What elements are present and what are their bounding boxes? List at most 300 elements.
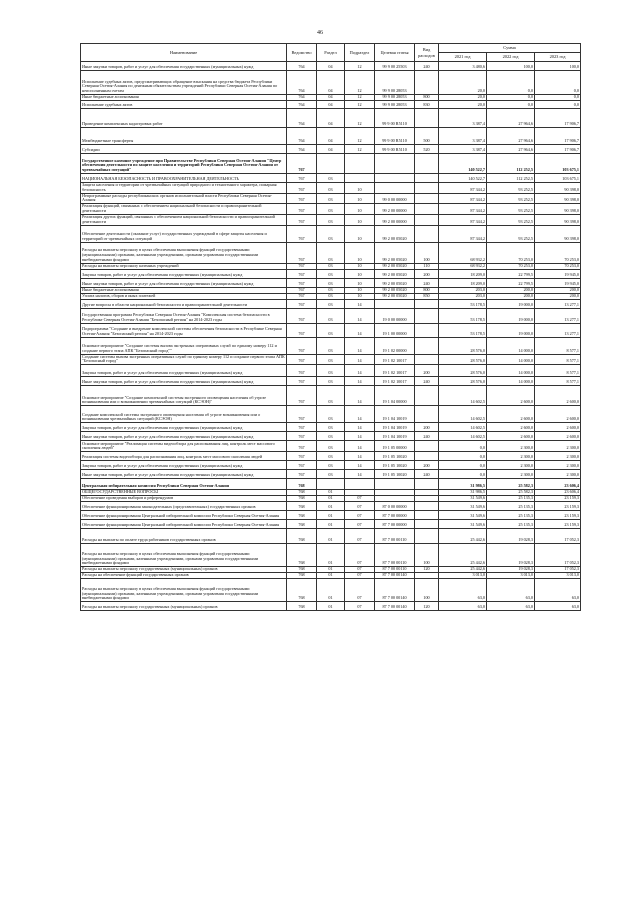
row-section: 03 [317, 406, 345, 423]
row-name: Другие вопросы в области национальной безопасности и правоохранительной деятельности [81, 299, 287, 308]
row-value-2022: 14 000,0 [487, 377, 535, 386]
row-value-2021: 140 522,7 [439, 154, 487, 174]
row-value-2021: 31 986,5 [439, 479, 487, 490]
row-value-2022: 25 135,3 [487, 520, 535, 529]
row-name: Иные закупки товаров, работ и услуг для обеспечения государственных (муниципальных) нужд [81, 278, 287, 287]
row-name: Расходы на выплаты персоналу государственных (муниципальных) органов [81, 567, 287, 573]
row-value-2023: 2 600,0 [535, 386, 581, 406]
row-value-2022: 2 600,0 [487, 406, 535, 423]
row-expense-type: 800 [415, 287, 439, 293]
table-row [81, 502, 581, 511]
row-department: 767 [287, 461, 317, 470]
row-value-2021: 18 209,0 [439, 278, 487, 287]
row-name: Межбюджетные трансферты [81, 128, 287, 145]
table-row [81, 470, 581, 479]
row-section: 03 [317, 432, 345, 441]
row-expense-type [415, 308, 439, 323]
row-expense-type: 110 [415, 263, 439, 269]
row-section: 03 [317, 204, 345, 215]
row-value-2023: 2 600,0 [535, 423, 581, 432]
row-value-2021: 28 576,0 [439, 337, 487, 354]
row-target: 19 1 04 10019 [375, 432, 415, 441]
row-department: 764 [287, 128, 317, 145]
row-value-2023: 17 906,7 [535, 109, 581, 128]
row-value-2022: 14 000,0 [487, 337, 535, 354]
row-value-2022: 0,0 [487, 95, 535, 101]
row-value-2023: 200,0 [535, 287, 581, 293]
row-expense-type [415, 479, 439, 490]
table-row [81, 377, 581, 386]
row-value-2021: 31 549,6 [439, 520, 487, 529]
table-row [81, 520, 581, 529]
row-section: 03 [317, 365, 345, 377]
row-name: Основное мероприятие "Реализация системы видеообзора для распознавания лиц, контроль мест массового скопления людей" [81, 441, 287, 452]
row-department: 767 [287, 470, 317, 479]
row-section: 03 [317, 470, 345, 479]
row-expense-type [415, 183, 439, 194]
row-name: Создание комплексной системы экстренного оповещения населения об угрозе возникновения или о возникновении чрезвычайных ситуаций (КСЭОН) [81, 406, 287, 423]
row-name: Защита населения и территории от чрезвычайных ситуаций природного и техногенного характера, пожарная безопасность [81, 183, 287, 194]
row-value-2021: 31 986,5 [439, 490, 487, 496]
row-value-2022: 2 300,0 [487, 470, 535, 479]
table-row [81, 214, 581, 225]
row-department: 764 [287, 71, 317, 95]
row-department: 767 [287, 354, 317, 365]
row-value-2022: 2 300,0 [487, 452, 535, 461]
row-expense-type: 100 [415, 242, 439, 263]
row-target: 87 7 00 00000 [375, 511, 415, 520]
row-department: 767 [287, 323, 317, 337]
row-expense-type [415, 529, 439, 544]
row-expense-type: 240 [415, 377, 439, 386]
row-value-2023: 19 945,0 [535, 278, 581, 287]
row-subsection: 07 [345, 602, 375, 611]
row-section: 03 [317, 193, 345, 204]
row-value-2021: 3 387,4 [439, 145, 487, 154]
row-target: 99 9 00 28053 [375, 101, 415, 109]
row-expense-type [415, 406, 439, 423]
row-value-2022: 25 582,3 [487, 479, 535, 490]
row-target: 99 9 00 28053 [375, 95, 415, 101]
row-department: 764 [287, 109, 317, 128]
row-value-2023: 2 300,0 [535, 461, 581, 470]
row-value-2023: 17 052,3 [535, 544, 581, 567]
row-section: 01 [317, 602, 345, 611]
row-value-2022: 0,0 [487, 71, 535, 95]
row-value-2021: 14 602,5 [439, 406, 487, 423]
row-department: 768 [287, 502, 317, 511]
row-value-2021: 53 178,5 [439, 323, 487, 337]
row-name: Иные закупки товаров, работ и услуг для обеспечения государственных (муниципальных) нужд [81, 432, 287, 441]
row-subsection: 14 [345, 354, 375, 365]
row-value-2023: 90 398,0 [535, 183, 581, 194]
page-number: 46 [317, 30, 323, 36]
row-section: 04 [317, 95, 345, 101]
row-department: 767 [287, 432, 317, 441]
row-section: 01 [317, 544, 345, 567]
row-expense-type [415, 323, 439, 337]
row-target: 19 1 02 00000 [375, 337, 415, 354]
row-target [375, 174, 415, 183]
row-value-2021: 3 387,4 [439, 128, 487, 145]
row-value-2023: 17 906,7 [535, 128, 581, 145]
table-row [81, 461, 581, 470]
row-name: Иные закупки товаров, работ и услуг для обеспечения государственных (муниципальных) нужд [81, 470, 287, 479]
row-value-2023: 200,0 [535, 293, 581, 299]
row-subsection: 07 [345, 511, 375, 520]
row-target: 99 2 00 05020 [375, 293, 415, 299]
row-value-2022: 19 000,0 [487, 299, 535, 308]
row-target: 19 1 05 00000 [375, 441, 415, 452]
row-value-2021: 87 344,2 [439, 225, 487, 242]
row-value-2022: 3 013,0 [487, 573, 535, 579]
row-section: 04 [317, 109, 345, 128]
row-section: 03 [317, 269, 345, 278]
row-expense-type [415, 502, 439, 511]
row-value-2021: 87 344,2 [439, 183, 487, 194]
row-department: 767 [287, 269, 317, 278]
row-name: Закупка товаров, работ и услуг для обеспечения государственных (муниципальных) нужд [81, 269, 287, 278]
row-value-2022: 27 964,6 [487, 109, 535, 128]
row-subsection [345, 154, 375, 174]
row-name: Субсидии [81, 145, 287, 154]
row-subsection: 10 [345, 263, 375, 269]
row-section: 03 [317, 242, 345, 263]
row-section: 01 [317, 520, 345, 529]
row-expense-type: 240 [415, 62, 439, 71]
row-value-2023: 63,0 [535, 602, 581, 611]
row-value-2022: 100,0 [487, 62, 535, 71]
row-value-2023: 100,0 [535, 62, 581, 71]
row-department: 767 [287, 293, 317, 299]
row-value-2021: 87 344,2 [439, 193, 487, 204]
header-year-2022: 2022 год [487, 53, 535, 62]
row-target [375, 183, 415, 194]
row-value-2023: 13 277,1 [535, 308, 581, 323]
table-row [81, 71, 581, 95]
row-section: 03 [317, 308, 345, 323]
row-value-2022: 14 000,0 [487, 365, 535, 377]
row-subsection: 12 [345, 62, 375, 71]
header-year-2021: 2021 год [439, 53, 487, 62]
table-row [81, 602, 581, 611]
row-value-2021: 0,0 [439, 452, 487, 461]
row-section: 03 [317, 461, 345, 470]
table-row [81, 479, 581, 490]
row-target: 19 1 05 10020 [375, 470, 415, 479]
row-subsection: 12 [345, 145, 375, 154]
row-value-2022: 112 252,5 [487, 154, 535, 174]
row-name: Обеспечение проведения выборов и референдумов [81, 496, 287, 502]
row-target: 99 2 00 00000 [375, 214, 415, 225]
row-department: 767 [287, 214, 317, 225]
row-target: 99 9 00 28053 [375, 71, 415, 95]
row-value-2023: 0,0 [535, 101, 581, 109]
row-subsection: 14 [345, 452, 375, 461]
row-section: 03 [317, 441, 345, 452]
table-row [81, 441, 581, 452]
row-name: Закупка товаров, работ и услуг для обеспечения государственных (муниципальных) нужд [81, 423, 287, 432]
row-expense-type: 200 [415, 461, 439, 470]
header-expense-type: Вид расходов [415, 44, 439, 62]
row-department: 768 [287, 567, 317, 573]
row-target: 19 1 04 00000 [375, 386, 415, 406]
row-value-2022: 19 028,3 [487, 544, 535, 567]
row-expense-type [415, 520, 439, 529]
row-value-2021: 14 602,5 [439, 423, 487, 432]
row-value-2021: 14 602,5 [439, 386, 487, 406]
row-target: 99 2 00 00000 [375, 204, 415, 215]
row-section: 01 [317, 579, 345, 602]
row-name: Исполнение судебных актов, предусматривающих обращение взыскания на средства бюджета Республики Северная Осетия-Алания по денежным обязательствам учреждений Республики Северная Осетия-Алания по неисполненным счетам [81, 71, 287, 95]
row-value-2022: 2 300,0 [487, 441, 535, 452]
row-name: Обеспечение функционирования Центральной избирательной комиссии Республики Северная Осетия-Алания [81, 520, 287, 529]
row-target: 99 0 00 00000 [375, 193, 415, 204]
row-subsection: 10 [345, 193, 375, 204]
row-expense-type [415, 109, 439, 128]
table-row [81, 204, 581, 215]
table-row [81, 386, 581, 406]
row-target [375, 479, 415, 490]
row-section: 01 [317, 511, 345, 520]
row-value-2021: 0,0 [439, 470, 487, 479]
row-target: 87 7 00 00140 [375, 579, 415, 602]
row-section: 01 [317, 490, 345, 496]
table-row [81, 432, 581, 441]
row-name: Реализация функций, связанных с обеспечением национальной безопасности и правоохранительной деятельности [81, 204, 287, 215]
row-department: 767 [287, 452, 317, 461]
table-row [81, 225, 581, 242]
row-section: 03 [317, 287, 345, 293]
row-value-2022: 93 252,5 [487, 204, 535, 215]
row-value-2023: 2 300,0 [535, 452, 581, 461]
row-value-2021: 31 549,6 [439, 511, 487, 520]
row-subsection: 14 [345, 386, 375, 406]
row-subsection [345, 174, 375, 183]
row-section: 04 [317, 128, 345, 145]
row-expense-type: 500 [415, 128, 439, 145]
row-subsection: 14 [345, 461, 375, 470]
row-department: 767 [287, 441, 317, 452]
row-expense-type: 200 [415, 423, 439, 432]
row-name: НАЦИОНАЛЬНАЯ БЕЗОПАСНОСТЬ И ПРАВООХРАНИТЕЛЬНАЯ ДЕЯТЕЛЬНОСТЬ [81, 174, 287, 183]
row-value-2023: 70 253,0 [535, 263, 581, 269]
row-department: 768 [287, 529, 317, 544]
row-target: 99 2 00 05020 [375, 287, 415, 293]
row-value-2023: 23 159,3 [535, 496, 581, 502]
row-target: 99 2 00 05020 [375, 269, 415, 278]
row-name: Основное мероприятие "Создание комплексной системы экстренного оповещения населения об угрозе возникновения или о возникновении чрезвычайных ситуаций (КСЭОН)" [81, 386, 287, 406]
row-department: 767 [287, 204, 317, 215]
row-target: 87 7 00 00140 [375, 573, 415, 579]
row-section: 04 [317, 62, 345, 71]
row-value-2023: 90 398,0 [535, 225, 581, 242]
row-value-2021: 0,0 [439, 441, 487, 452]
row-subsection: 07 [345, 520, 375, 529]
row-section: 04 [317, 71, 345, 95]
row-section: 03 [317, 214, 345, 225]
row-value-2023: 23 606,4 [535, 490, 581, 496]
row-section: 03 [317, 337, 345, 354]
row-value-2021: 20,0 [439, 95, 487, 101]
row-name: Иные закупки товаров, работ и услуг для обеспечения государственных (муниципальных) нужд [81, 377, 287, 386]
row-value-2021: 28 576,0 [439, 354, 487, 365]
table-row [81, 109, 581, 128]
row-value-2022: 19 028,3 [487, 567, 535, 573]
row-value-2023: 13 277,1 [535, 299, 581, 308]
table-row [81, 337, 581, 354]
row-target: 87 7 00 00110 [375, 567, 415, 573]
row-name: Расходы на выплаты персоналу казенных учреждений [81, 263, 287, 269]
row-section: 03 [317, 354, 345, 365]
row-subsection: 14 [345, 365, 375, 377]
row-value-2021: 203,0 [439, 287, 487, 293]
row-expense-type [415, 214, 439, 225]
row-value-2023: 13 277,1 [535, 323, 581, 337]
row-expense-type: 830 [415, 101, 439, 109]
row-value-2023: 17 906,7 [535, 145, 581, 154]
row-value-2021: 20,0 [439, 101, 487, 109]
row-target: 19 1 05 10020 [375, 452, 415, 461]
row-expense-type: 240 [415, 432, 439, 441]
row-department: 767 [287, 225, 317, 242]
row-name: Расходы на выплаты по оплате труда работников государственных органов [81, 529, 287, 544]
row-section [317, 479, 345, 490]
row-subsection: 12 [345, 101, 375, 109]
row-subsection: 10 [345, 278, 375, 287]
row-section: 03 [317, 299, 345, 308]
row-section: 01 [317, 502, 345, 511]
table-row [81, 183, 581, 194]
header-name: Наименование [81, 44, 287, 62]
row-value-2022: 70 253,0 [487, 263, 535, 269]
row-target: 87 7 00 00110 [375, 544, 415, 567]
row-value-2023: 17 052,3 [535, 529, 581, 544]
row-value-2022: 93 252,5 [487, 214, 535, 225]
row-value-2022: 93 252,5 [487, 225, 535, 242]
row-value-2021: 140 522,7 [439, 174, 487, 183]
row-subsection: 14 [345, 470, 375, 479]
row-target: 87 0 00 00000 [375, 502, 415, 511]
row-subsection: 12 [345, 71, 375, 95]
row-department: 767 [287, 263, 317, 269]
header-target: Целевая статья [375, 44, 415, 62]
row-section: 04 [317, 145, 345, 154]
table-body [81, 62, 581, 611]
row-value-2023: 2 300,0 [535, 441, 581, 452]
row-target: 99 9 00 R5110 [375, 128, 415, 145]
table-row [81, 278, 581, 287]
row-department: 767 [287, 174, 317, 183]
row-subsection: 12 [345, 109, 375, 128]
row-value-2023: 23 159,3 [535, 511, 581, 520]
row-section: 03 [317, 377, 345, 386]
row-subsection: 10 [345, 242, 375, 263]
row-value-2023: 2 600,0 [535, 432, 581, 441]
row-expense-type: 100 [415, 544, 439, 567]
row-target: 87 7 00 00110 [375, 529, 415, 544]
row-value-2023: 70 253,0 [535, 242, 581, 263]
row-subsection: 10 [345, 269, 375, 278]
row-target: 19 1 05 10020 [375, 461, 415, 470]
row-expense-type: 800 [415, 95, 439, 101]
row-value-2021: 53 178,5 [439, 308, 487, 323]
row-value-2022: 112 252,5 [487, 174, 535, 183]
row-name: Основное мероприятие "Создание системы вызова экстренных оперативных служб по единому номеру 112 и создание первого этапа АПК "Безопасный город"" [81, 337, 287, 354]
row-name: Подпрограмма "Создание и внедрение комплексной системы обеспечения безопасности в Республике Северная Осетия-Алания "Безопасный регион" на 2014-2023 годы [81, 323, 287, 337]
row-target [375, 299, 415, 308]
row-value-2022: 14 000,0 [487, 354, 535, 365]
header-subsection: Подраздел [345, 44, 375, 62]
row-expense-type: 200 [415, 365, 439, 377]
row-target: 19 1 02 10017 [375, 354, 415, 365]
row-value-2023: 19 945,0 [535, 269, 581, 278]
row-value-2022: 200,0 [487, 293, 535, 299]
row-value-2022: 200,0 [487, 287, 535, 293]
row-value-2021: 68 932,2 [439, 263, 487, 269]
row-value-2023: 0,0 [535, 71, 581, 95]
row-value-2021: 63,0 [439, 579, 487, 602]
row-target: 99 9 00 25503 [375, 62, 415, 71]
row-value-2023: 2 600,0 [535, 406, 581, 423]
row-name: Расходы на выплаты персоналу в целях обеспечения выполнения функций государственными (муниципальными) органами, казенными учреждениями, органами управления государственными внебюджетными фондами [81, 579, 287, 602]
table-row [81, 452, 581, 461]
row-name: Закупка товаров, работ и услуг для обеспечения государственных (муниципальных) нужд [81, 461, 287, 470]
row-value-2022: 25 135,3 [487, 502, 535, 511]
row-expense-type [415, 71, 439, 95]
header-year-2023: 2023 год [535, 53, 581, 62]
row-value-2022: 19 000,0 [487, 323, 535, 337]
table-row [81, 308, 581, 323]
row-department: 767 [287, 154, 317, 174]
table-row [81, 174, 581, 183]
row-department: 768 [287, 511, 317, 520]
row-value-2023: 3 013,0 [535, 573, 581, 579]
row-section: 04 [317, 101, 345, 109]
row-subsection: 14 [345, 406, 375, 423]
row-section: 01 [317, 496, 345, 502]
row-name: Реализация системы видеообзора для распознавания лиц, контроль мест массового скопления людей [81, 452, 287, 461]
row-expense-type: 200 [415, 269, 439, 278]
row-value-2023: 8 577,1 [535, 365, 581, 377]
row-name: Создание системы вызова экстренных оперативных служб по единому номеру 112 и создание первого этапа АПК "Безопасный город" [82, 354, 285, 364]
row-department: 768 [287, 520, 317, 529]
row-subsection: 07 [345, 579, 375, 602]
table-row [81, 269, 581, 278]
row-value-2022: 25 135,3 [487, 496, 535, 502]
table-row [81, 101, 581, 109]
row-value-2023: 90 398,0 [535, 193, 581, 204]
row-department: 767 [287, 423, 317, 432]
row-department: 768 [287, 602, 317, 611]
row-subsection [345, 479, 375, 490]
row-subsection: 12 [345, 128, 375, 145]
row-target [375, 154, 415, 174]
row-value-2021: 3 013,0 [439, 573, 487, 579]
row-section: 03 [317, 225, 345, 242]
row-target: 99 9 00 R5110 [375, 109, 415, 128]
row-department: 767 [287, 337, 317, 354]
row-value-2022: 27 964,6 [487, 128, 535, 145]
row-section: 03 [317, 323, 345, 337]
row-value-2023: 8 577,1 [535, 337, 581, 354]
row-department: 768 [287, 573, 317, 579]
row-subsection: 14 [345, 323, 375, 337]
row-subsection: 07 [345, 544, 375, 567]
row-section [317, 154, 345, 174]
row-value-2021: 63,0 [439, 602, 487, 611]
row-section: 03 [317, 423, 345, 432]
